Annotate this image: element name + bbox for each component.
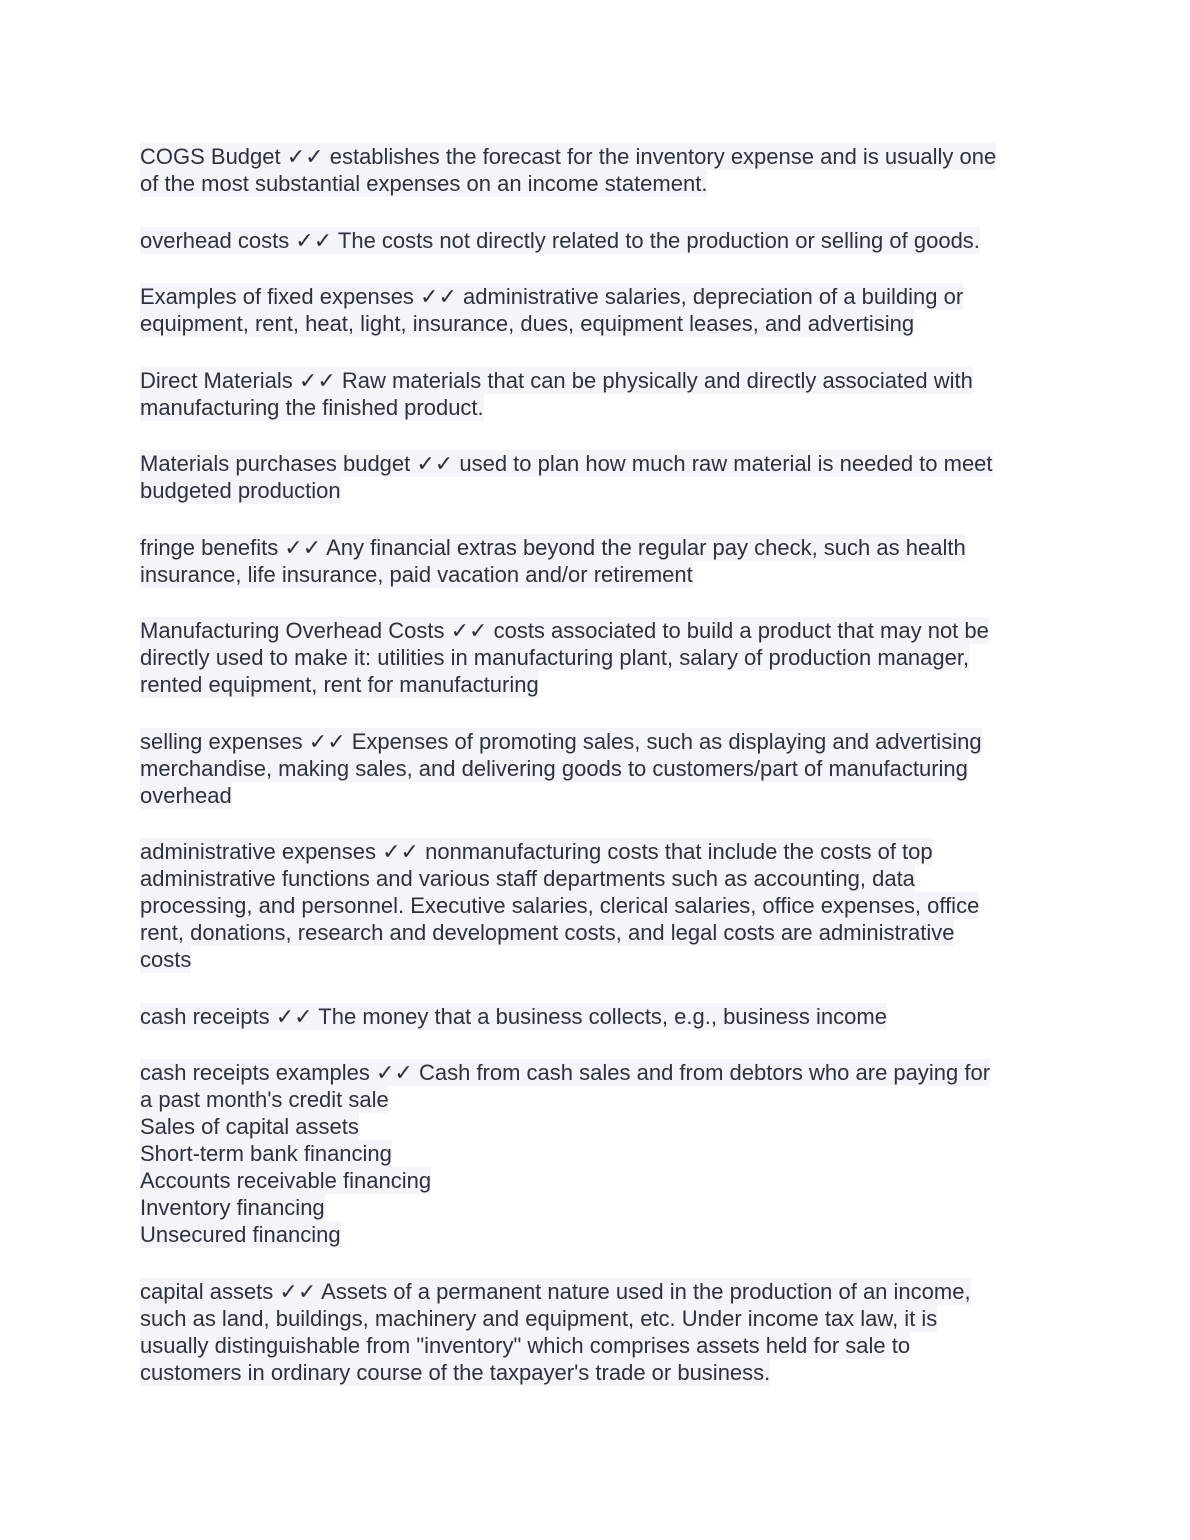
text-line: merchandise, making sales, and delivering goods to customers/part of manufacturing (140, 755, 968, 781)
text-line: of the most substantial expenses on an income statement. (140, 171, 708, 196)
entry-fixed-expenses (140, 283, 1060, 337)
text-line: a past month's credit sale (140, 1087, 389, 1112)
text-line: Unsecured financing (140, 1222, 341, 1247)
entry-overhead-costs (140, 227, 1060, 254)
entry-manufacturing-overhead (140, 617, 1060, 698)
entry-cash-receipts (140, 1003, 1060, 1030)
text-line: budgeted production (140, 478, 341, 503)
entry-cash-receipts-examples (140, 1059, 1060, 1248)
text-line: overhead costs ✓✓ The costs not directly related to the production or selling of goods. (140, 227, 980, 253)
entry-materials-purchases-budget (140, 450, 1060, 504)
entry-administrative-expenses (140, 838, 1060, 973)
text-line: usually distinguishable from "inventory" which comprises assets held for sale to (140, 1332, 911, 1358)
text-line: Examples of fixed expenses ✓✓ administrative salaries, depreciation of a building or (140, 284, 964, 309)
text-line: customers in ordinary course of the taxpayer's trade or business. (140, 1359, 771, 1385)
entry-capital-assets (140, 1278, 1060, 1386)
text-line: such as land, buildings, machinery and equipment, etc. Under income tax law, it is (140, 1305, 938, 1331)
text-line: processing, and personnel. Executive salaries, clerical salaries, office expenses, office (140, 893, 980, 918)
text-line: COGS Budget ✓✓ establishes the forecast for the inventory expense and is usually one (140, 144, 997, 169)
text-line: cash receipts examples ✓✓ Cash from cash sales and from debtors who are paying for (140, 1060, 991, 1085)
document-page (140, 143, 1060, 1415)
text-line: Inventory financing (140, 1195, 325, 1220)
text-line: administrative expenses ✓✓ nonmanufacturing costs that include the costs of top (140, 839, 933, 864)
text-line: Manufacturing Overhead Costs ✓✓ costs associated to build a product that may not be (140, 618, 989, 643)
text-line: manufacturing the finished product. (140, 394, 484, 420)
text-line: costs (140, 947, 192, 972)
text-line: rented equipment, rent for manufacturing (140, 672, 539, 697)
text-line: rent, donations, research and development costs, and legal costs are administrative (140, 920, 955, 945)
entry-selling-expenses (140, 728, 1060, 809)
text-line: Accounts receivable financing (140, 1168, 432, 1193)
text-line: overhead (140, 782, 232, 808)
entry-fringe-benefits (140, 534, 1060, 588)
text-line: directly used to make it: utilities in manufacturing plant, salary of production manager, (140, 645, 970, 670)
text-line: capital assets ✓✓ Assets of a permanent nature used in the production of an income, (140, 1278, 971, 1304)
text-line: Short-term bank financing (140, 1141, 392, 1166)
text-line: administrative functions and various staff departments such as accounting, data (140, 866, 915, 891)
entry-cogs-budget (140, 143, 1060, 197)
text-line: Materials purchases budget ✓✓ used to plan how much raw material is needed to meet (140, 451, 993, 476)
text-line: cash receipts ✓✓ The money that a business collects, e.g., business income (140, 1003, 887, 1029)
text-line: fringe benefits ✓✓ Any financial extras beyond the regular pay check, such as health (140, 534, 966, 560)
entry-direct-materials (140, 367, 1060, 421)
text-line: insurance, life insurance, paid vacation and/or retirement (140, 561, 693, 587)
text-line: selling expenses ✓✓ Expenses of promoting sales, such as displaying and advertising (140, 728, 982, 754)
text-line: Direct Materials ✓✓ Raw materials that can be physically and directly associated with (140, 367, 973, 393)
text-line: Sales of capital assets (140, 1114, 359, 1139)
text-line: equipment, rent, heat, light, insurance, dues, equipment leases, and advertising (140, 311, 915, 336)
